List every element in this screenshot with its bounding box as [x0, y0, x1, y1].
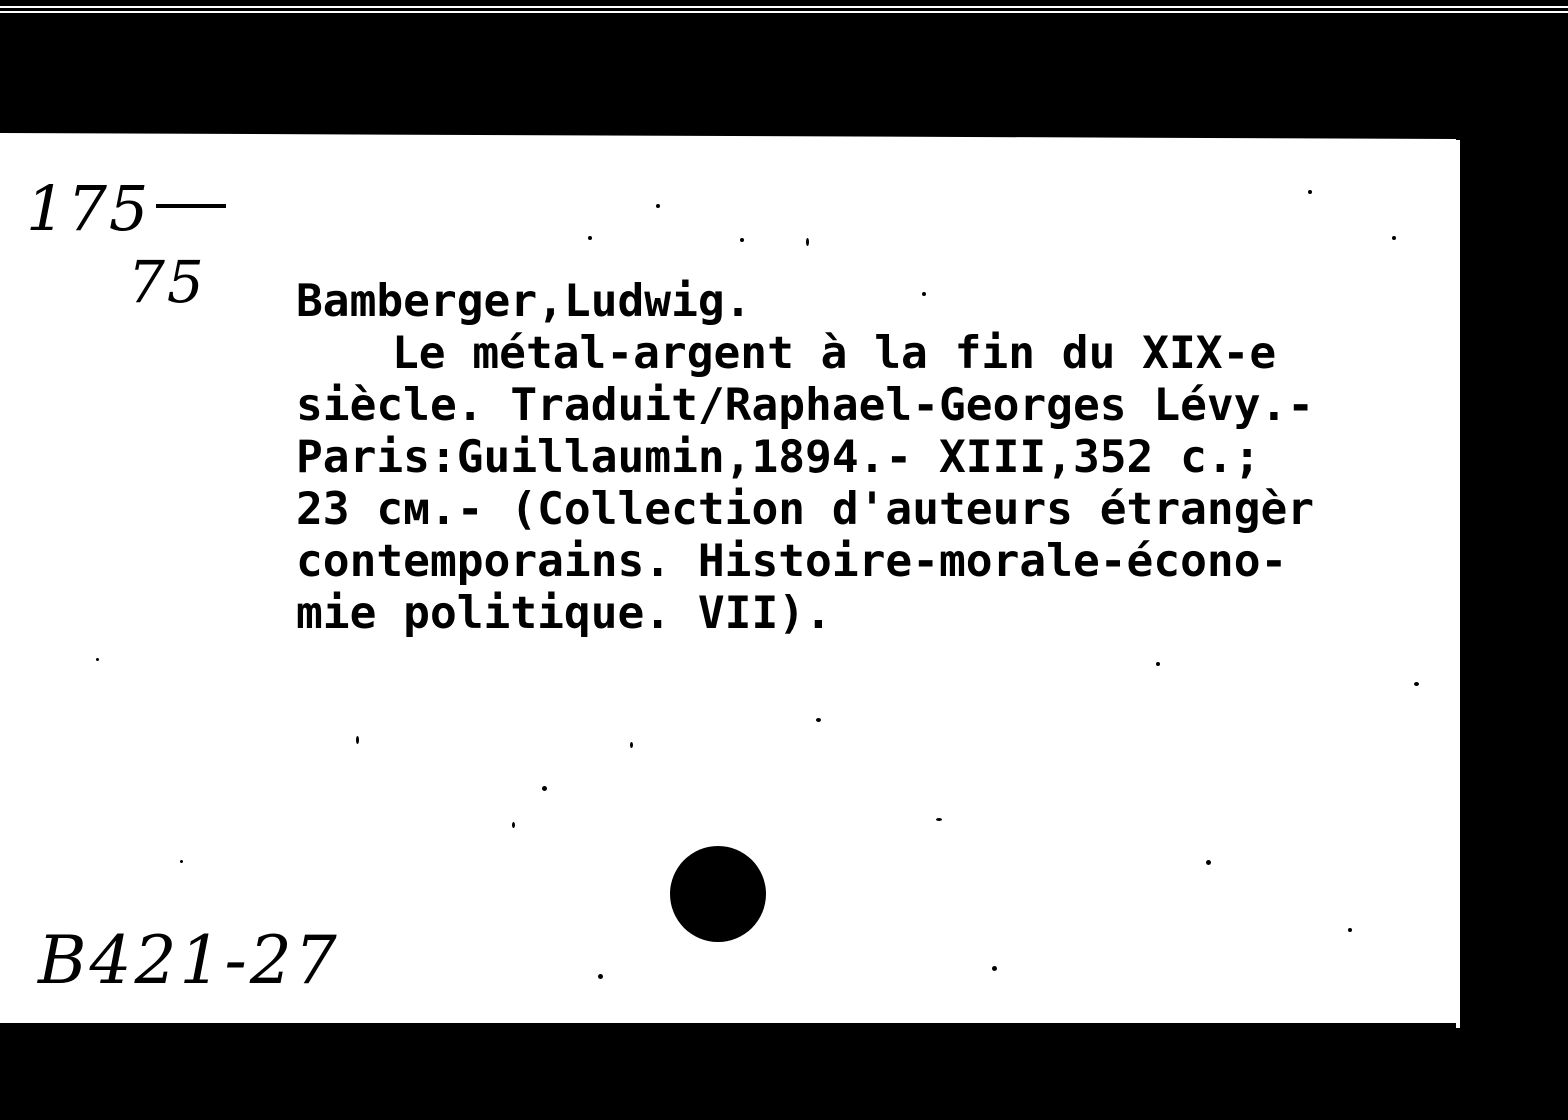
dust-speck [1414, 682, 1419, 686]
entry-author: Bamberger,Ludwig. [296, 276, 752, 327]
entry-line: mie politique. VII). [296, 588, 832, 639]
entry-line: contemporains. Histoire-morale-écono- [296, 536, 1288, 587]
dust-speck [96, 658, 99, 661]
card-edge [1456, 140, 1460, 1028]
dust-speck [922, 292, 926, 296]
entry-line: 23 см.- (Collection d'auteurs étrangèr [296, 484, 1315, 535]
bibliographic-entry [296, 276, 1456, 640]
shelf-mark-dash [156, 204, 226, 208]
entry-line: siècle. Traduit/Raphael-Georges Lévy.- [296, 380, 1315, 431]
punch-hole [670, 846, 766, 942]
dust-speck [356, 736, 359, 744]
dust-speck [180, 860, 183, 863]
top-rule [0, 11, 1568, 13]
dust-speck [936, 818, 942, 821]
dust-speck [630, 742, 633, 748]
dust-speck [1348, 928, 1352, 932]
dust-speck [512, 822, 515, 828]
dust-speck [1308, 190, 1312, 194]
top-rule [0, 6, 1568, 8]
dust-speck [656, 204, 660, 208]
dust-speck [806, 238, 809, 246]
entry-line: Le métal-argent à la fin du XIX-e [392, 328, 1277, 379]
dust-speck [740, 238, 744, 242]
dust-speck [1392, 236, 1396, 240]
dust-speck [992, 966, 997, 971]
shelf-mark-bottom: 75 [128, 248, 206, 316]
inventory-number: B421-27 [38, 922, 340, 999]
dust-speck [542, 786, 547, 791]
dust-speck [816, 718, 821, 722]
shelf-mark-top-text: 175 [26, 172, 151, 245]
entry-line: Paris:Guillaumin,1894.- XIII,352 c.; [296, 432, 1261, 483]
dust-speck [1206, 860, 1211, 865]
dust-speck [598, 974, 603, 979]
dust-speck [1156, 662, 1160, 666]
dust-speck [588, 236, 592, 240]
shelf-mark-top [26, 172, 226, 245]
